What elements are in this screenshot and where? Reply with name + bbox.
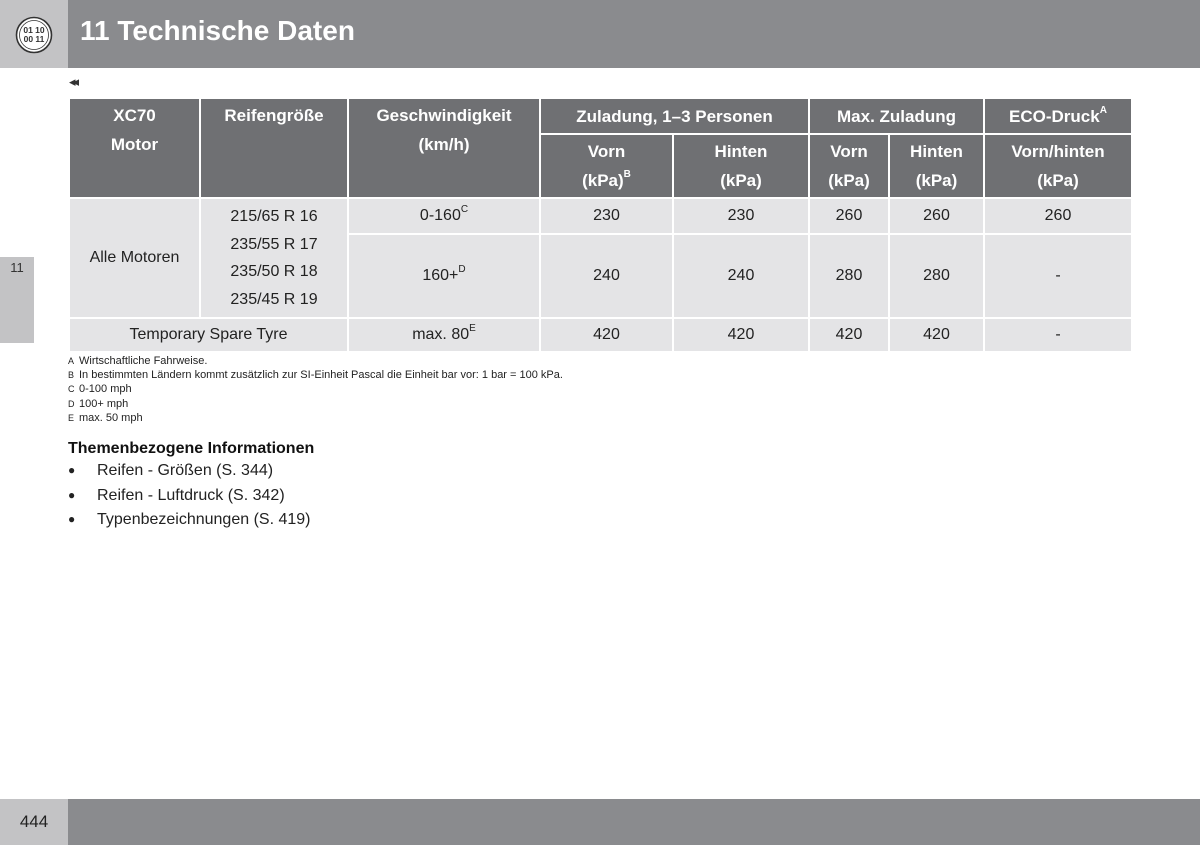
footnote-ref-a: A <box>1099 104 1107 116</box>
header-load-group-label: Zuladung, 1–3 Personen <box>576 106 773 126</box>
load-rear-cell: 230 <box>673 198 809 234</box>
spare-tyre-cell: Temporary Spare Tyre <box>69 318 348 352</box>
tire-size: 215/65 R 16 <box>230 208 318 225</box>
header-eco-front-rear-label: Vorn/hinten <box>1011 142 1105 161</box>
related-info-title: Themenbezogene Informationen <box>68 440 315 457</box>
table-row <box>69 198 1132 234</box>
load-rear-cell: 240 <box>673 234 809 318</box>
header-speed-unit: (km/h) <box>418 135 470 154</box>
footnote-text: In bestimmten Ländern kommt zusätzlich zur SI-Einheit Pascal die Einheit bar vor: 1 bar = 100 kPa. <box>79 369 563 382</box>
header-load-rear-unit: (kPa) <box>720 171 762 190</box>
back-arrow-icon[interactable]: ◂◂ <box>69 74 77 89</box>
max-front-cell: 280 <box>809 234 889 318</box>
header-eco-pressure <box>984 98 1132 134</box>
tire-size: 235/50 R 18 <box>230 263 318 280</box>
header-max-front <box>809 134 889 198</box>
footnote-ref-e: E <box>469 322 476 334</box>
header-max-rear-label: Hinten <box>910 142 963 161</box>
header-load-front <box>540 134 673 198</box>
header-load-front-unit: (kPa) <box>582 171 624 190</box>
tire-size: 235/45 R 19 <box>230 290 318 308</box>
header-load-rear-label: Hinten <box>714 142 768 161</box>
header-tire-size-label: Reifengröße <box>224 106 324 125</box>
load-front-cell: 230 <box>540 198 673 234</box>
header-tire-size <box>200 98 348 198</box>
footnote-letter: B <box>68 370 75 381</box>
footnote-letter: E <box>68 412 75 423</box>
chapter-icon-text-2: 00 11 <box>23 34 45 44</box>
speed-value: max. 80 <box>412 326 470 343</box>
chapter-icon <box>15 16 53 54</box>
header-model: XC70 <box>113 106 156 125</box>
footnote-letter: C <box>68 384 75 395</box>
speed-value: 0-160 <box>419 206 461 224</box>
chapter-side-tab-label: 11 <box>10 260 24 275</box>
chapter-icon-text-1: 01 10 <box>23 25 45 35</box>
footnote-text: Wirtschaftliche Fahrweise. <box>79 355 208 367</box>
bullet-icon: ● <box>68 463 76 477</box>
speed-cell <box>348 234 540 318</box>
header-max-rear <box>889 134 984 198</box>
header-eco-front-rear <box>984 134 1132 198</box>
footnote <box>68 397 563 411</box>
footnote-letter: D <box>68 398 75 409</box>
footer-bar <box>68 799 1200 845</box>
header-load-group <box>540 98 809 134</box>
max-front-cell: 260 <box>809 198 889 234</box>
bullet-icon: ● <box>68 512 76 526</box>
footnote <box>68 411 563 425</box>
eco-cell: - <box>984 234 1132 318</box>
footnotes <box>68 354 563 425</box>
all-engines-cell: Alle Motoren <box>69 198 200 318</box>
footnote-letter: A <box>68 356 75 366</box>
related-link-type-designations[interactable] <box>68 508 310 533</box>
related-link-label: Reifen - Größen (S. 344) <box>97 462 274 479</box>
footnote-ref-b: B <box>623 169 631 181</box>
footnote-ref-c: C <box>460 203 469 215</box>
page-number: 444 <box>19 812 49 831</box>
related-info-list <box>68 459 310 533</box>
bullet-icon: ● <box>68 487 76 502</box>
header-max-front-label: Vorn <box>830 142 868 161</box>
header-load-rear <box>673 134 809 198</box>
header-max-load-group-label: Max. Zuladung <box>837 106 956 126</box>
related-link-tire-pressure[interactable] <box>68 484 310 509</box>
footnote-text: max. 50 mph <box>79 411 143 424</box>
page-title: 11 Technische Daten <box>80 15 355 46</box>
speed-value: 160+ <box>422 266 459 284</box>
header-model-engine <box>69 98 200 198</box>
header-load-front-label: Vorn <box>587 142 626 161</box>
footnote <box>68 382 563 396</box>
max-rear-cell: 280 <box>889 234 984 318</box>
header-speed-label: Geschwindigkeit <box>376 106 512 125</box>
tire-size: 235/55 R 17 <box>230 235 318 253</box>
header-eco-front-rear-unit: (kPa) <box>1037 171 1079 190</box>
related-link-tire-sizes[interactable] <box>68 459 310 484</box>
max-front-cell: 420 <box>809 318 889 352</box>
footnote-text: 100+ mph <box>79 397 129 410</box>
load-front-cell: 240 <box>540 234 673 318</box>
load-rear-cell: 420 <box>673 318 809 352</box>
max-rear-cell: 420 <box>889 318 984 352</box>
speed-cell <box>348 198 540 234</box>
eco-cell: - <box>984 318 1132 352</box>
footnote-ref-d: D <box>458 263 466 275</box>
related-link-label: Typenbezeichnungen (S. 419) <box>97 511 311 528</box>
speed-cell <box>348 318 540 352</box>
header-engine: Motor <box>110 135 159 154</box>
footnote <box>68 368 563 382</box>
eco-cell: 260 <box>984 198 1132 234</box>
header-max-rear-unit: (kPa) <box>915 171 958 190</box>
footnote <box>68 354 563 368</box>
header-speed <box>348 98 540 198</box>
footnote-text: 0-100 mph <box>79 383 132 396</box>
tire-pressure-table <box>68 97 1133 353</box>
tire-sizes-cell <box>200 198 348 318</box>
max-rear-cell: 260 <box>889 198 984 234</box>
header-max-front-unit: (kPa) <box>828 171 870 190</box>
header-eco-label: ECO-Druck <box>1009 106 1100 126</box>
related-link-label: Reifen - Luftdruck (S. 342) <box>97 486 285 504</box>
header-max-load-group <box>809 98 984 134</box>
load-front-cell: 420 <box>540 318 673 352</box>
table-row <box>69 318 1132 352</box>
